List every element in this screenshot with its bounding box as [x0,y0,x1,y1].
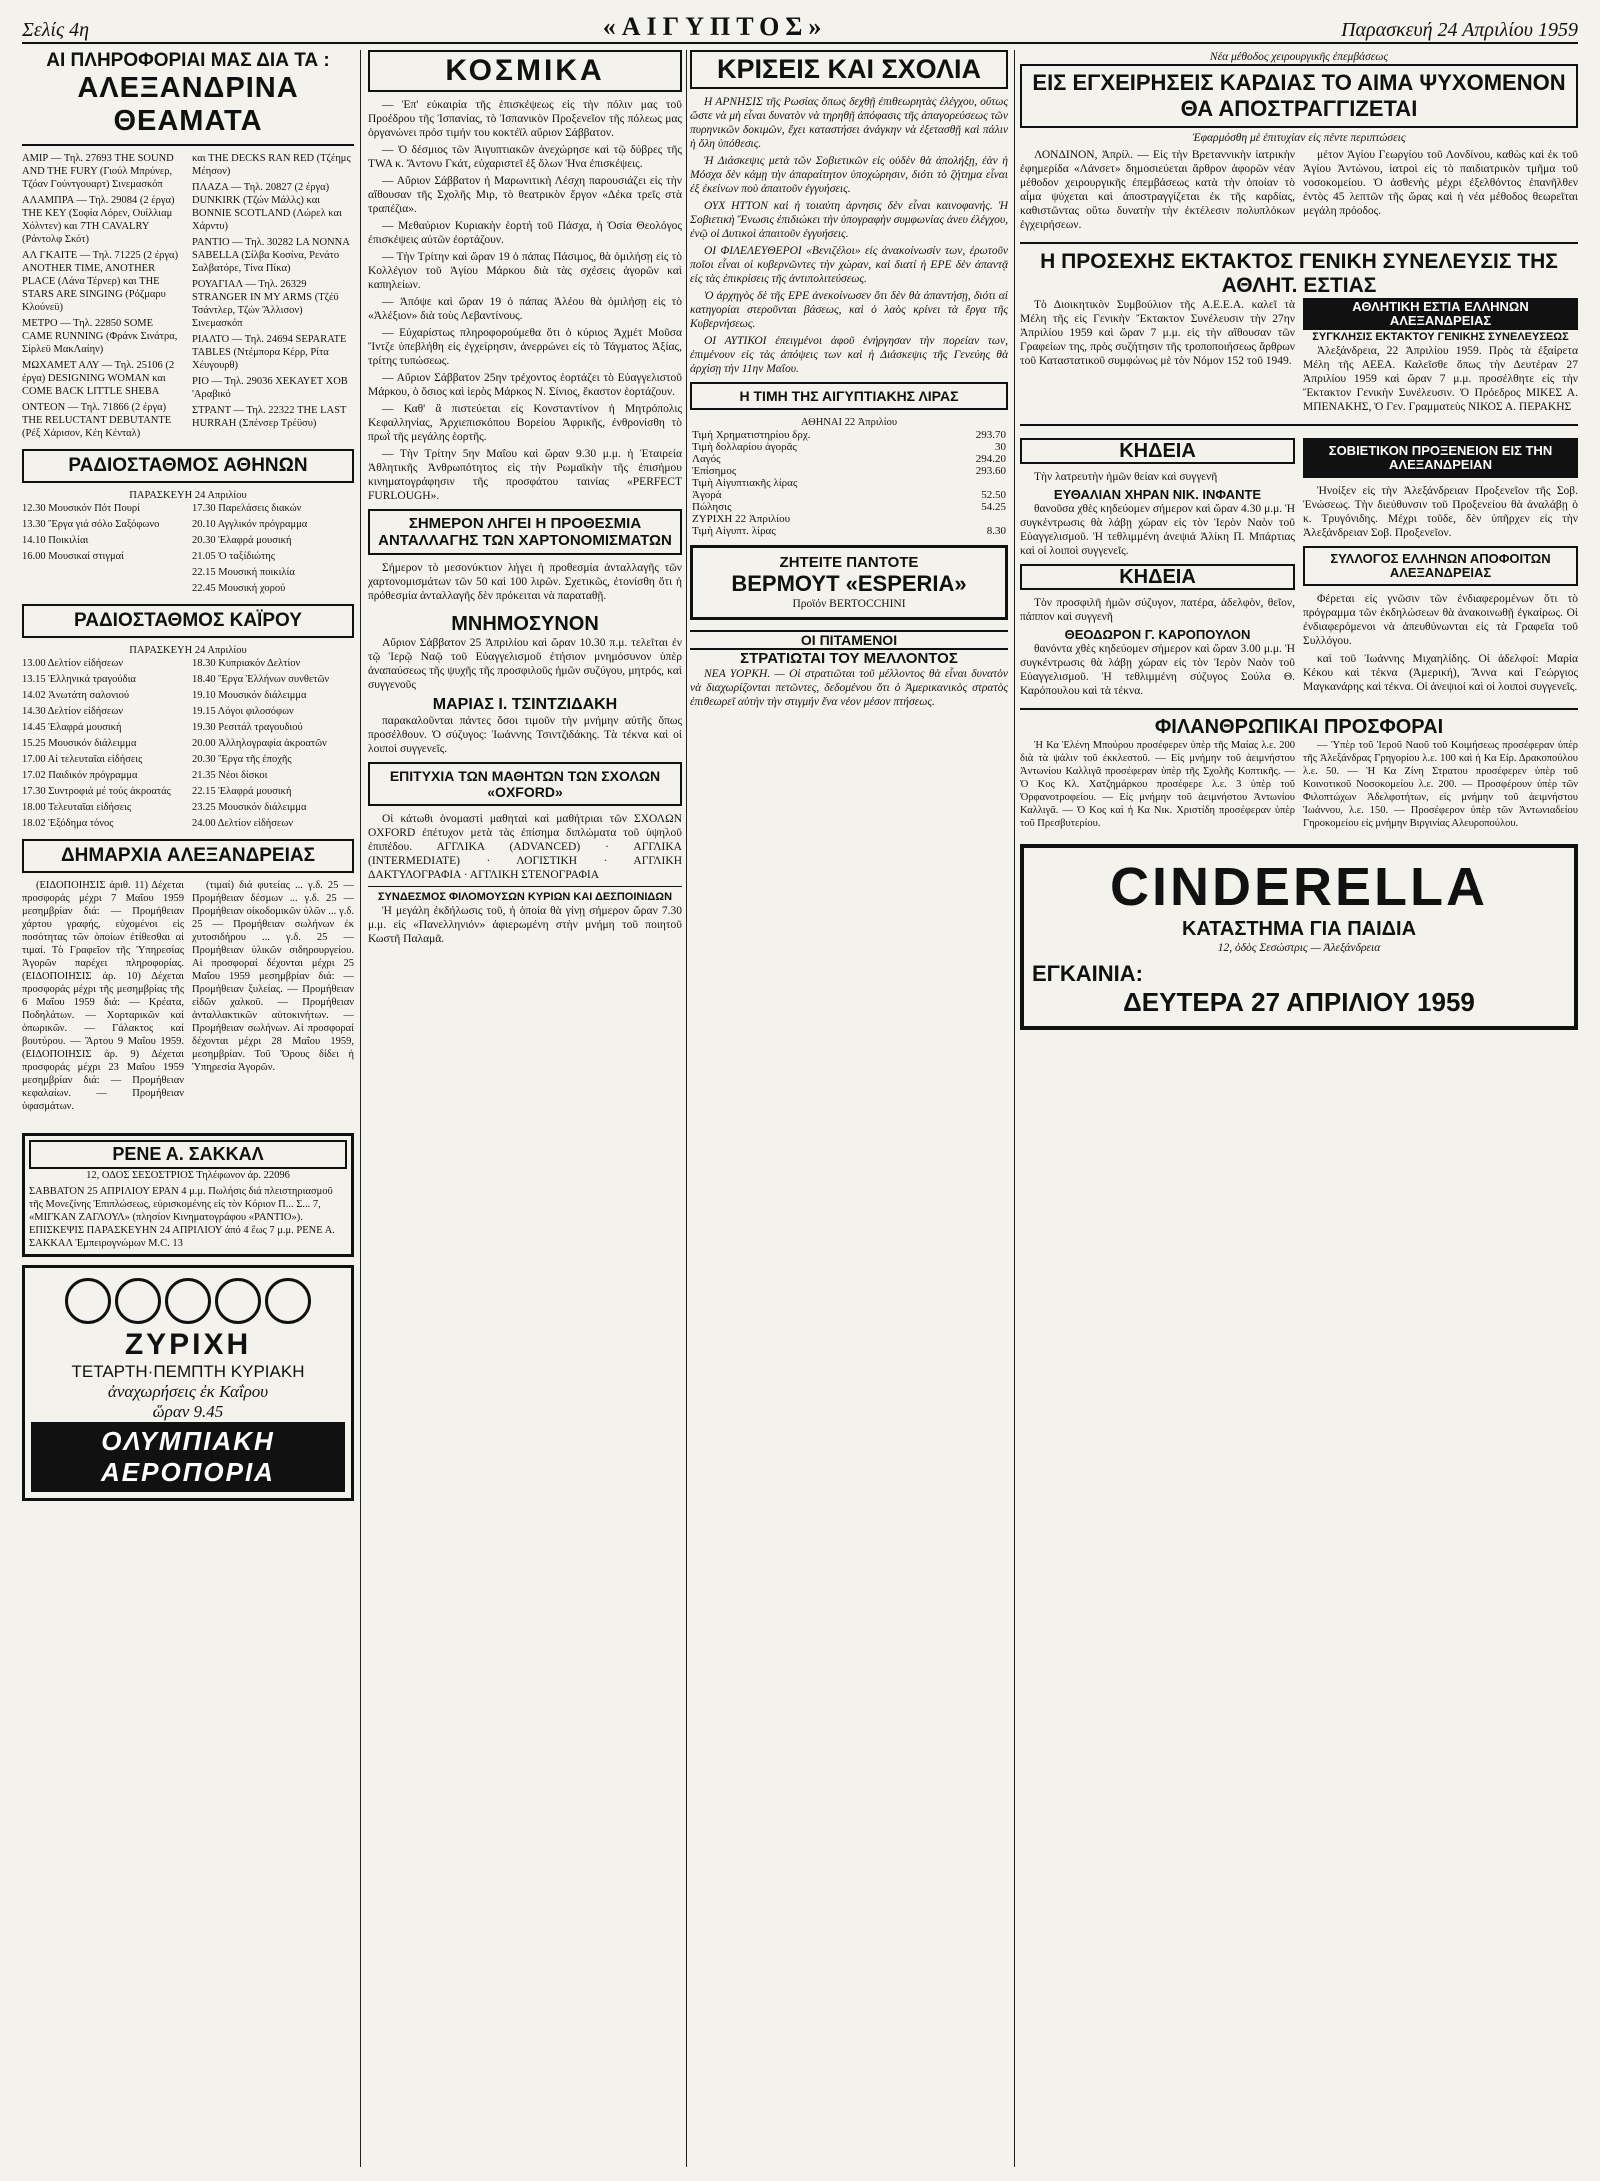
charity-right: — Ὑπὲρ τοῦ Ἱεροῦ Ναοῦ τοῦ Κοιμήσεως προσέφεραν ὑπὲρ τῆς Ἀλεξάνδρας Γρηγορίου λ.ε. 100 καὶ ἡ Κα Εἰρ. Δρακοπούλου λ.ε. 50. — Ἡ Κα Ζίνη Στρατου προσέφερεν ὑπὲρ τοῦ Κοινοτικοῦ Νοσοκομείου λ.ε. 200. — Προσφέρουν ὑπὲρ τῶν Φιλοπτώχων Ἀδελφοτήτων, εἰς μνήμην τοῦ ἀειμνήστου Ἰωάννου, λ.ε. 150. — Προσέφερον ὑπὲρ τῶν Ἀντωνιαδείου Γηροκομείου εἰς μνήμην Βιργινίας Αλευροπούλου. [1303,740,1578,829]
radio-program-item: 20.30 Ἔργα τῆς ἐποχῆς [192,754,292,765]
radio-cairo-date: ΠΑΡΑΣΚΕΥΗ 24 Απριλίου [129,645,247,656]
soldiers-heading: ΟΙ ΠΙΤΑΜΕΝΟΙ [690,630,1008,650]
cinema-listing: ΡΑΝΤΙΟ — Τηλ. 30282 LA NONNA SABELLA (Σίλβα Κοσίνα, Ρενάτο Σαλβατόρε, Τίνα Πίκα) [192,237,350,274]
surgery-subheading: Ἐφαρμόσθη μὲ ἐπιτυχίαν εἰς πέντε περιπτώσεις [1192,132,1406,144]
column-entertainment [22,50,354,2165]
social-item: — Ἐπ' εὐκαιρία τῆς ἐπισκέψεως εἰς τὴν πόλιν μας τοῦ Προέδρου τῆς Ἰσπανίας, τὸ Ἰσπανικὸν Προξενεῖον τῆς πόλεως μας ὀργανώνει πρόσ τιμήν του κοκτέϊλ αὔριον Σάββατον. [368,99,682,139]
rate-label: Ἐπίσημος [692,465,737,477]
social-item: — Τὴν Τρίτην 5ην Μαΐου καὶ ὥραν 9.30 μ.μ. ἡ Ἑταιρεία Ἀθλητικῆς Ἀνθρωπότητος εἰς τὴν Ρωμαϊκὴν τῆς ἐπισήμου κινηματογράφησιν τῆς προσφάτου ταινίας «PERFECT FURLOUGH». [368,448,682,502]
olympic-rings-icon [31,1278,345,1324]
radio-program-item: 20.10 Αγγλικόν πρόγραμμα [192,519,308,530]
charity-left: Ἡ Κα Ἑλένη Μπούρου προσέφερεν ὑπὲρ τῆς Μαίας λ.ε. 200 διὰ τὰ ψάλιν τοῦ ἐκκλεστοῦ. — Εἰς μνήμην τοῦ ἀειμνήστου Ἀντωνίου Καλλιγᾶ προσέφεραν ὑπὲρ τῆς Σχολῆς Κοπτικῆς. — Ὁ Κος Κλ. Χατζημάρκου προσέφερε λ.ε. 3 ὑπὲρ τοῦ Ὀρφανοτροφείου. — Εἰς μνήμην τοῦ ἀειμνήστου Ἀντωνίου Καλλιγᾶ. — Ὁ Κος καὶ ἡ Κα Νικ. Χριστίδη προσέφεραν ὑπὲρ τοῦ Πρεσβυτερίου. [1020,740,1295,829]
auction-body: ΣΑΒΒΑΤΟΝ 25 ΑΠΡΙΛΙΟΥ ΕΡΑΝ 4 μ.μ. Πωλήσις διά πλειστηριασμοῦ τῆς Μονεζίνης Ἐπιπλώσεως, εὑρισκομένης εἰς τὸν Κόριον Π... Σ... 7, «ΜΙΓΚΑΝ ΖΑΓΛΟΥΛ» (πλησίον Κινηματογράφου «ΡΑΝΤΙΟ»). ΕΠΙΣΚΕΨΙΣ ΠΑΡΑΣΚΕΥΗΝ 24 ΑΠΡΙΛΙΟΥ ἀπό 4 ἕως 7 μ.μ. ΡΕΝΕ Α. ΣΑΚΚΑΛ Ἐμπειρογνώμων Μ.C. 13 [29,1186,335,1249]
athletic-club-text: Ἀλεξάνδρεια, 22 Ἀπριλίου 1959. Πρὸς τὰ ἐξαίρετα Μέλη τῆς ΑΕΕΑ. Καλεῖσθε ὅπως τὴν Δευτέραν 27 Ἀπριλίου 1959 καὶ ὥραν 7 μ.μ. προσέλθητε εἰς τὴν Ἔκτακτον Γενικὴν Συνέλευσιν. Ὁ Πρόεδρος ΜΙΚΕΣ Α. ΜΠΕΝΑΚΗΣ, Ὁ Γεν. Γραμματεὺς ΝΙΚΟΣ Α. ΠΕΡΑΚΗΣ [1303,345,1578,413]
radio-program-item: 16.00 Μουσικαί στιγμαί [22,551,124,562]
surgery-text-left: ΛΟΝΔΙΝΟΝ, Ἀπρίλ. — Εἰς τὴν Βρεταννικὴν ἰατρικὴν ἐφημερίδα «Λάνσετ» δημοσιεύεται ἄρθρον ἀφορῶν νέαν μέθοδον χειρουργικῆς ἐπεμβάσεως κατὰ τὴν ὁποίαν τὸ αἷμα ψύχεται καὶ ἀποστραγγίζεται ἐκ τῆς καρδίας, καθιστῶντας οὕτω δυνατὴν τὴν ἐκτέλεσιν πολυπλόκων ἐγχειρήσεων. [1020,149,1295,231]
cinderella-date: ΔΕΥΤΕΡΑ 27 ΑΠΡΙΛΙΟΥ 1959 [1123,987,1475,1017]
newspaper-title: «ΑΙΓΥΠΤΟΣ» [602,12,828,41]
soviet-consulate-body: Ἠνοίξεν εἰς τὴν Ἀλεξάνδρειαν Προξενεῖον τῆς Σοβ. Ἑνώσεως. Τὴν διεύθυνσιν τοῦ Προξενείου θὰ ἀναλάβῃ ὁ κ. Τρυγόνιδης. Μέχρι τοῦδε, δὲν ὑπῆρχεν εἰς τὴν Ἀλεξάνδρειαν Σοβ. Προξενεῖον. [1303,485,1578,539]
charity-list [1020,739,1578,834]
rate-value: 30 [995,441,1006,453]
airline-ad [22,1265,354,1501]
radio-program-item: 23.25 Μουσικόν διάλειμμα [192,802,307,813]
municipality-notices [22,879,354,1117]
municipality-heading: ΔΗΜΑΡΧΙΑ ΑΛΕΞΑΝΔΡΕΙΑΣ [22,839,354,873]
philomuse-body: Ἡ μεγάλη ἐκδήλωσις τοῦ, ἡ ὁποία θὰ γίνῃ σήμερον ὥραν 7.30 μ.μ. εἰς «Πανελληνιόν» ἀφιερωμένη στὴν μνήμη τοῦ ποιητοῦ Κωστῆ Παλαμᾶ. [368,905,682,945]
oxford-body: Οἱ κάτωθι ὀνομαστὶ μαθηταὶ καὶ μαθήτριαι τῶν ΣΧΟΛΩΝ OXFORD ἐπέτυχον μετὰ τὰς ἐπίσημα διπλώματα τοῦ ὑψηλοῦ ἐπιπέδου. ΑΓΓΛΙΚΑ (ADVANCED) · ΑΓΓΛΙΚΑ (INTERMEDIATE) · ΛΟΓΙΣΤΙΚΗ · ΑΓΓΛΙΚΗ ΔΑΚΤΥΛΟΓΡΑΦΙΑ · ΑΓΓΛΙΚΗ ΣΤΕΝΟΓΡΑΦΙΑ [368,813,682,881]
surgery-kicker: Νέα μέθοδος χειρουργικῆς ἐπεμβάσεως [1209,51,1389,63]
rate-row [690,429,1008,441]
cinderella-subtitle: ΚΑΤΑΣΤΗΜΑ ΓΙΑ ΠΑΙΔΙΑ [1181,918,1417,940]
soldiers-body: ΝΕΑ ΥΟΡΚΗ. — Οἱ στρατιῶται τοῦ μέλλοντος θὰ εἶναι δυνατὸν νὰ διαχωρίζονται πετῶντες, δεδομένου ὅτι ὁ Ἀμερικανικὸς στρατὸς ἐπιθεωρεῖ αὐτὴν τὴν στιγμήν ἕνα νέον μέσον πτήσεως. [690,668,1008,708]
soviet-consulate-heading: ΣΟΒΙΕΤΙΚΟΝ ΠΡΟΞΕΝΕΙΟΝ ΕΙΣ ΤΗΝ ΑΛΕΞΑΝΔΡΕΙΑΝ [1303,438,1578,478]
radio-cairo-heading: ΡΑΔΙΟΣΤΑΘΜΟΣ ΚΑΪΡΟΥ [22,604,354,638]
commentary-paragraph: Η ΑΡΝΗΣΙΣ τῆς Ρωσίας ὅπως δεχθῇ ἐπιθεωρητὰς ἐλέγχου, οὕτως ὥστε νὰ μὴ εἶναι δυνατὸν νὰ τηρηθῇ ἀπόφασις τῆς ἀπαγορεύσεως τῶν πυρηνικῶν δοκιμῶν, ἔχει καταστήσει ἀνάγκην νὰ ἐξετασθῇ καὶ πάλιν ἡ ὅλη ὑπόθεσις. [690,96,1008,150]
soldiers-subheading: ΣΤΡΑΤΙΩΤΑΙ ΤΟΥ ΜΕΛΛΟΝΤΟΣ [740,650,958,667]
cinema-listing: ΟΝΤΕΟΝ — Τηλ. 71866 (2 έργα) THE RELUCTANT DEBUTANTE (Ρέξ Χάρισον, Κέη Κένταλ) [22,402,172,439]
oxford-heading: ΕΠΙΤΥΧΙΑ ΤΩΝ ΜΑΘΗΤΩΝ ΤΩΝ ΣΧΟΛΩΝ «OXFORD» [368,762,682,806]
rate-label: Τιμὴ Αἰγυπτ. λίρας [692,525,776,537]
assembly-headline: Η ΠΡΟΣΕΧΗΣ ΕΚΤΑΚΤΟΣ ΓΕΝΙΚΗ ΣΥΝΕΛΕΥΣΙΣ ΤΗΣ ΑΘΛΗΤ. ΕΣΤΙΑΣ [1040,250,1558,297]
airline-days: ΤΕΤΑΡΤΗ·ΠΕΜΠΤΗ ΚΥΡΙΑΚΗ [71,1362,305,1381]
memorial-heading: ΜΝΗΜΟΣΥΝΟΝ [451,613,599,635]
column-news [1020,50,1578,2165]
rate-value: 293.70 [975,429,1006,441]
commentary-paragraph: ΟΥΧ ΗΤΤΟΝ καὶ ἡ τοιαύτη ἀρνησις δὲν εἶναι καινοφανής. Ἡ Σοβιετικὴ Ἕνωσις ἐπιδιώκει τὴν ὑπογραφὴν συμφωνίας ἀνευ ἐλέγχου, ἐνῷ οἱ Δυτικοὶ ἀπαιτοῦν ἐγγυήσεις. [690,200,1008,240]
commentary-paragraph: Ἡ Διάσκεψις μετὰ τῶν Σοβιετικῶν εἰς οὐδὲν θὰ ἀπολήξῃ, ἐὰν ἡ Μόσχα δὲν κάμῃ τὴν ἀπαραίτητον ὑποχώρησιν, διότι τὸ ζήτημα εἶναι ἐξ ἐκείνων ποὺ ἀπαιτοῦν ἐγγυήσεις. [690,155,1008,195]
surgery-text-right: μέτον Ἁγίου Γεωργίου τοῦ Λονδίνου, καθὼς καὶ ἐκ τοῦ Ἁγίου Ἀντώνου, ἰατροὶ εἰς τὸ παιδιατρικὸν τμῆμα τοῦ νοσοκομείου. Ὁ ἀσθενὴς μέχρι ἐξελθόντος ἐπανῆλθεν ἐντὸς 45 λεπτῶν τῆς ὥρας καὶ ἡ νέα μέθοδος θεωρεῖται μεγάλη πρόοδος. [1303,149,1578,217]
radio-athens-date: ΠΑΡΑΣΚΕΥΗ 24 Απριλίου [129,490,247,501]
rate-value: 8.30 [986,525,1006,537]
rates-heading: Η ΤΙΜΗ ΤΗΣ ΑΙΓΥΠΤΙΑΚΗΣ ΛΙΡΑΣ [690,382,1008,410]
radio-program-item: 19.15 Λόγοι φιλοσόφων [192,706,294,717]
radio-program-item: 18.02 Ἐξόδημα τόνος [22,818,114,829]
auction-address: 12, ΟΔΟΣ ΣΕΣΟΣΤΡΙΟΣ Τηλέφωνον ἀρ. 22096 [86,1170,290,1181]
radio-program-item: 18.40 Ἔργα Ἑλλήνων συνθετῶν [192,674,330,685]
rate-value: 54.25 [981,501,1006,513]
radio-program-item: 24.00 Δελτίον εἰδήσεων [192,818,293,829]
radio-program-item: 17.02 Παιδικόν πρόγραμμα [22,770,138,781]
social-item: — Αὔριον Σάββατον ἡ Μαρωνιτικὴ Λέσχη παρουσιάζει εἰς τὴν αἴθουσαν τῆς Σχολῆς Μιρ, τὸ θεατρικὸν ἔργον «Δέκα τρεῖς στὰ τραπέζια». [368,175,682,215]
rate-value: 294.20 [975,453,1006,465]
surgery-headline: ΕΙΣ ΕΓΧΕΙΡΗΣΕΙΣ ΚΑΡΔΙΑΣ ΤΟ ΑΙΜΑ ΨΥΧΟΜΕΝΟΝ ΘΑ ΑΠΟΣΤΡΑΓΓΙΖΕΤΑΙ [1020,64,1578,128]
column-commentary [690,50,1008,2165]
social-item: — Αὔριον Σάββατον 25ην τρέχοντος ἑορτάζει τὸ Εὐαγγελιστοῦ Μάρκου, ὁ ὅσιος καὶ ἱερὸς Μάρκος Ν. Σίνιος, ἕκαστον ἑορτάζουν. [368,372,682,398]
social-item: — Εὐχαρίστως πληροφορούμεθα ὅτι ὁ κύριος Ἀχμέτ Μοῦσα Ἴντζε ὑπεβλήθη εἰς ἐγχείρησιν, ἀνερρώνει εἰς τὸ Τάγματος Ἀξίας, τρίτης τυπώσεως. [368,327,682,367]
rate-row [690,465,1008,477]
memorial-name: ΜΑΡΙΑΣ Ι. ΤΣΙΝΤΖΙΔΑΚΗ [432,696,618,713]
rate-row [690,525,1008,537]
radio-program-item: 22.15 Ἐλαφρά μουσική [192,786,292,797]
radio-program-item: 15.25 Μουσικόν διάλειμμα [22,738,137,749]
column-rule [1014,50,1015,2167]
funeral-heading: ΚΗΔΕΙΑ [1020,438,1295,464]
assembly-text: Τὸ Διοικητικὸν Συμβούλιον τῆς Α.Ε.Ε.Α. καλεῖ τὰ Μέλη τῆς εἰς Γενικὴν Ἔκτακτον Συνέλευσιν τὴν 27ην Ἀπριλίου 1959 καὶ ὥραν 7 μ.μ. εἰς τὴν αἴθουσαν τῶν Γραφείων της, πρὸς συζήτησιν τῆς τροποποιήσεως ἄρθρων τοῦ Καταστατικοῦ συμφώνως μὲ τὸν Νόμον 152 τοῦ 1949. [1020,299,1295,367]
radio-program-item: 14.10 Ποικιλίαι [22,535,89,546]
auction-title: ΡΕΝΕ Α. ΣΑΚΚΑΛ [29,1140,347,1169]
vermouth-brand: ΒΕΡΜΟΥΤ «ESPERIA» [731,571,967,596]
auction-ad [22,1133,354,1257]
funeral-intro-2: Τὸν προσφιλῆ ἡμῶν σύζυγον, πατέρα, ἀδελφὸν, θεῖον, πάππον καὶ συγγενῆ [1020,597,1295,623]
surgery-article [1020,148,1578,236]
cinema-listing: ΡΟΥΑΓΙΑΛ — Τηλ. 26329 STRANGER IN MY ARMS (Τζέϋ Τσάντλερ, Τζών Ἄλλισον) Σινεμασκόπ [192,279,339,329]
philomuse-heading: ΣΥΝΔΕΣΜΟΣ ΦΙΛΟΜΟΥΣΩΝ ΚΥΡΙΩΝ ΚΑΙ ΔΕΣΠΟΙΝΙΔΩΝ [377,891,673,903]
funeral-name-2: ΘΕΟΔΩΡΟΝ Γ. ΚΑΡΟΠΟΥΛΟΝ [1064,627,1251,642]
athletic-club-subheading: ΣΥΓΚΛΗΣΙΣ ΕΚΤΑΚΤΟΥ ΓΕΝΙΚΗΣ ΣΥΝΕΛΕΥΣΕΩΣ [1312,331,1569,343]
cinema-listing: ΑΛ ΓΚΑΙΤΕ — Τηλ. 71225 (2 έργα) ANOTHER TIME, ANOTHER PLACE (Λάνα Τέρνερ) και THE STARS ARE SINGING (Ρόζμαρυ Κλούνεϋ) [22,250,179,313]
commentary-heading: ΚΡΙΣΕΙΣ ΚΑΙ ΣΧΟΛΙΑ [690,50,1008,89]
radio-program-item: 13.30 Ἔργα γιά σόλο Σαξόφωνο [22,519,160,530]
rates-subheading: ΑΘΗΝΑΙ 22 Ἀπριλίου [800,417,898,428]
cinderella-name: CINDERELLA [1110,857,1488,917]
memorial-signatures: παρακαλοῦνται πάντες ὅσοι τιμοῦν τὴν μνήμην αὐτῆς ὅπως προσέλθουν. Ὁ σύζυγος: Ἰωάννης Τσιντζιδάκης. Τὰ τέκνα καὶ οἱ λοιποὶ συγγενεῖς. [368,715,682,755]
municipality-left: (ΕΙΔΟΠΟΙΗΣΙΣ ἀριθ. 11) Δέχεται προσφοράς μέχρι 7 Μαΐου 1959 μεσημβρίαν διά: — Προμήθειαν χάρτου γραφής, εὐχομένοι εἰς ποσότητας τῶν ὁποίων ἐτίθεσθαι αἱ τιμαί. Τὸ Γραφεῖον τῆς Ὑπηρεσίας Ἀγορῶν παρέχει πληροφορίας. (ΕΙΔΟΠΟΙΗΣΙΣ ἀρ. 10) Δέχεται προσφοράς μέχρι τῆς μεσημβρίας τῆς 6 Μαΐου 1959 διά: — Κρέατα, Ποδηλάτων. — Χορταρικῶν καί ὀπωρικῶν. — Γάλακτος καί βουτύρου. — Ἄρτου 9 Μαΐου 1959. (ΕΙΔΟΠΟΙΗΣΙΣ ἀρ. 9) Δέχεται προσφοράς μέχρι 23 Μαΐου 1959 μεσημβρίαν διά: — Προμήθειαν κεφαλαίων. — Προμήθειαν ὑφασμάτων. [22,880,184,1112]
radio-program-item: 18.30 Κυπριακόν Δελτίον [192,658,301,669]
airline-name: ΟΛΥΜΠΙΑΚΗ ΑΕΡΟΠΟΡΙΑ [31,1422,345,1492]
radio-program-item: 13.15 Ἑλληνικά τραγούδια [22,674,136,685]
page-number: Σελίς 4η [22,19,90,41]
funeral-heading-2: ΚΗΔΕΙΑ [1020,564,1295,590]
radio-athens-schedule [22,502,354,598]
funeral-name: ΕΥΘΑΛΙΑΝ ΧΗΡΑΝ ΝΙΚ. ΙΝΦΑΝΤΕ [1053,487,1262,502]
rate-value [939,477,1009,489]
rate-value: 52.50 [981,489,1006,501]
radio-program-item: 14.30 Δελτίον εἰδήσεων [22,706,123,717]
radio-program-item: 22.45 Μουσική χορού [192,583,286,594]
rate-label: Λαγός [692,453,721,465]
rate-label: Τιμὴ δολλαρίου ἀγορᾶς [692,441,797,453]
athletic-club-heading: ΑΘΛΗΤΙΚΗ ΕΣΤΙΑ ΕΛΛΗΝΩΝ ΑΛΕΞΑΝΔΡΕΙΑΣ [1303,298,1578,330]
cinema-listing: ΡΙΑΛΤΟ — Τηλ. 24694 SEPARATE TABLES (Ντέμπορα Κέρρ, Ρίτα Χέυγουρθ) [192,334,347,371]
cinema-listing: ΜΩΧΑΜΕΤ ΑΛΥ — Τηλ. 25106 (2 έργα) DESIGNING WOMAN και COME BACK LITTLE SHEBA [22,360,175,397]
radio-program-item: 19.30 Ρεσιτάλ τραγουδιού [192,722,303,733]
vermouth-tagline: ΖΗΤΕΙΤΕ ΠΑΝΤΟΤΕ [779,554,919,571]
rate-label: Ἀγορά [692,489,722,501]
airline-destination: ΖΥΡΙΧΗ [124,1328,252,1361]
social-item: — Ἀπόψε καὶ ὥραν 19 ὁ πάπας Ἀλέου θὰ ὁμιλήσῃ εἰς τὸ «Ἀλέξιον» διὰ τοὺς Λεβαντίνους. [368,296,682,322]
rate-label: ΖΥΡΙΧΗ 22 Ἀπριλίου [692,513,791,525]
funeral-body: θανοῦσα χθὲς κηδεύομεν σήμερον καὶ ὥραν 4.30 μ.μ. Ἡ συγκέντρωσις θὰ λάβῃ χώραν εἰς τὸν Ἱερὸν Ναὸν τοῦ Εὐαγγελισμοῦ. Ἡ τεθλιμμένη ἀνεψιά Ἀλίκη Π. Μπάρτιας καὶ οἱ λοιποὶ συγγενεῖς. [1020,503,1295,557]
charity-heading: ΦΙΛΑΝΘΡΩΠΙΚΑΙ ΠΡΟΣΦΟΡΑΙ [1154,716,1444,738]
cinema-listing: ΠΛΑΖΑ — Τηλ. 20827 (2 έργα) DUNKIRK (Τζών Μάλλς) και BONNIE SCOTLAND (Λώρελ και Χάρντυ) [192,182,342,232]
theatres-heading: ΑΛΕΞΑΝΔΡΙΝΑ ΘΕΑΜΑΤΑ [77,72,299,137]
assembly-article [1020,298,1578,418]
airline-departures: ἀναχωρήσεις ἐκ Καΐρου [107,1382,269,1401]
alumni-heading: ΣΥΛΛΟΓΟΣ ΕΛΛΗΝΩΝ ΑΠΟΦΟΙΤΩΝ ΑΛΕΞΑΝΔΡΕΙΑΣ [1303,546,1578,586]
social-items [368,98,682,503]
cinema-listing: ΜΕΤΡΟ — Τηλ. 22850 SOME CAME RUNNING (Φράνκ Σινάτρα, Σίρλεϋ ΜακΛαίην) [22,318,178,355]
rate-label: Τιμὴ Αἰγυπτιακῆς λίρας [692,477,798,489]
social-item: — Καθ' ἃ πιστεύεται εἰς Κονσταντίνον ἡ Μητρόπολις Κεφαλληνίας, Ἀρχιεπισκόπου Βορείου Ἀφρικῆς, ἐνθρονίσθη τὸ πρωῒ τῆς μεγάλης ἑορτῆς. [368,403,682,443]
airline-time: ὥραν 9.45 [152,1402,224,1421]
masthead [22,8,1578,44]
column-rule [360,50,361,2167]
rate-label: Τιμὴ Χρηματιστηρίου δρχ. [692,429,811,441]
radio-program-item: 14.45 Ἐλαφρά μουσική [22,722,122,733]
currency-box-body: Σήμερον τὸ μεσονύκτιον λήγει ἡ προθεσμία ἀνταλλαγῆς τῶν χαρτονομισμάτων τῶν 50 καὶ 100 λιρῶν. Σχετικῶς, ἐτονίσθη ὅτι ἡ πρόθεσμία ἀνταλλαγῆς δὲν πρόκειται νὰ παραταθῇ. [368,562,682,602]
issue-date: Παρασκευή 24 Απριλίου 1959 [1341,19,1578,41]
rate-row [690,477,1008,489]
rate-row [690,441,1008,453]
vermouth-maker: Προϊόν BERTOCCHINI [792,598,906,610]
radio-cairo-schedule [22,657,354,833]
rates-table [690,429,1008,537]
vermouth-ad [690,545,1008,620]
memorial-body: Αὔριον Σάββατον 25 Ἀπριλίου καὶ ὥραν 10.30 π.μ. τελεῖται ἐν τῷ Ἱερῷ Ναῷ τοῦ Εὐαγγελισμοῦ ἐτήσιον μνημόσυνον ὑπὲρ ἀναπαύσεως τῆς ψυχῆς τῆς προσφιλοῦς ἡμῶν συζύγου, μητρός, καὶ συγγενοῦς [368,637,682,691]
funeral-body-2: θανόντα χθὲς κηδεύομεν σήμερον καὶ ὥραν 3.00 μ.μ. Ἡ συγκέντρωσις θὰ λάβῃ χώραν εἰς τὸν Ἱερὸν Ναὸν τοῦ Εὐαγγελισμοῦ. Ἡ τεθλιμμένη σύζυγος Σούλα Θ. Καρόπουλου καὶ τὰ τέκνα. [1020,643,1295,697]
rate-label: Πώλησις [692,501,732,513]
cinderella-address: 12, ὁδὸς Σεσώστρις — Ἀλεξάνδρεια [1217,942,1381,954]
radio-program-item: 14.02 Ἀνωτάτη σαλονιού [22,690,130,701]
rate-row [690,489,1008,501]
radio-program-item: 20.00 Ἀλληλογραφία ἀκροατῶν [192,738,327,749]
cinema-listings [22,152,354,443]
currency-box-heading: ΣΗΜΕΡΟΝ ΛΗΓΕΙ Η ΠΡΟΘΕΣΜΙΑ ΑΝΤΑΛΛΑΓΗΣ ΤΩΝ ΧΑΡΤΟΝΟΜΙΣΜΑΤΩΝ [368,509,682,555]
rate-row [690,513,1008,525]
alumni-body: Φέρεται εἰς γνῶσιν τῶν ἐνδιαφερομένων ὅτι τὸ πρόγραμμα τῶν ἐκδηλώσεων θὰ ἀνακοινωθῇ ἐγκαίρως. Οἱ ἐνδιαφερόμενοι νὰ ἀπευθύνωνται εἰς τὰ Γραφεῖα τοῦ Συλλόγου. [1303,593,1578,647]
cinderella-opening: ΕΓΚΑΙΝΙΑ: [1032,961,1143,986]
cinema-listing: ΣΤΡΑΝΤ — Τηλ. 22322 THE LAST HURRAH (Σπένσερ Τρέϋσυ) [192,405,347,429]
social-item: — Μεθαύριον Κυριακὴν ἑορτή τοῦ Πάσχα, ἡ Ὁσία Θεολόγος ἐπισκέψεις αὐτῶν ἐορτάζουν. [368,220,682,246]
radio-program-item: 17.30 Παρελάσεις διακών [192,503,302,514]
rate-value [939,513,1009,525]
commentary-paragraph: Ὁ ἀρχηγὸς δὲ τῆς ΕΡΕ ἀνεκοίνωσεν ὅτι δὲν θὰ ἀπαντήσῃ, διότι αἱ κατηγορίαι στεροῦνται βάσεως, καὶ ὁ λαὸς κρίνει τὰ ἔργα τῆς Κυβερνήσεως. [690,290,1008,330]
radio-program-item: 12.30 Μουσικόν Πότ Πουρί [22,503,140,514]
cinderella-ad [1020,844,1578,1030]
social-item: — Τὴν Τρίτην καὶ ὥραν 19 ὁ πάπας Πάσιμος, θὰ ὁμιλήσῃ εἰς τὸ Κολλέγιον τοῦ Ἁγίου Μάρκου διὰ τὰς σχέσεις ἀγορῶν καὶ καπηλείων. [368,251,682,291]
radio-program-item: 22.15 Μουσική ποικιλία [192,567,295,578]
radio-program-item: 20.30 Ἐλαφρά μουσική [192,535,292,546]
radio-program-item: 17.00 Αἱ τελευταῖαι εἰδήσεις [22,754,143,765]
cinema-listing: και THE DECKS RAN RED (Τζέημς Μέησον) [192,153,351,177]
radio-athens-heading: ΡΑΔΙΟΣΤΑΘΜΟΣ ΑΘΗΝΩΝ [22,449,354,483]
social-heading: ΚΟΣΜΙΚΑ [368,50,682,92]
rate-row [690,453,1008,465]
commentary-paragraphs [690,95,1008,376]
info-heading: ΑΙ ΠΛΗΡΟΦΟΡΙΑΙ ΜΑΣ ΔΙΑ ΤΑ : [46,50,330,71]
radio-program-item: 13.00 Δελτίον εἰδήσεων [22,658,123,669]
cinema-listing: ΑΛΑΜΠΡΑ — Τηλ. 29084 (2 έργα) THE KEY (Σοφία Λόρεν, Ουίλλιαμ Χόλντεν) και 7TH CAVALRY (Ράντολφ Σκότ) [22,195,175,245]
radio-program-item: 21.35 Νέοι δίσκοι [192,770,268,781]
municipality-right: (τιμαί) διά φυτείας ... γ.δ. 25 — Προμήθειαν δέσμων ... γ.δ. 25 — Προμήθειαν οἰκοδομικῶν ὑλῶν ... γ.δ. 25 — Προμήθειαν σωλήνων ἐκ χυτοσιδήρου ... γ.δ. 25 — Προμήθειαν ὑλικῶν σιδηρουργείου. Αἱ προσφοραί δέχονται μέχρι 25 Μαΐου 1959 μεσημβρίαν διά: — Προμήθειαν ξυλείας. — Προμήθειαν εἰδῶν χαλκοῦ. — Προμήθειαν ἀνταλλακτικῶν αὐτοκινήτων. — Προμήθειαν σωλήνων. Αἱ προσφοραί δέχονται μέχρι 28 Μαΐου 1959, μεσημβρίαν. Τοῦ Ὅρους δίδει ἡ Ὑπηρεσία Ἀγορῶν. [192,880,354,1073]
column-social [368,50,682,2165]
radio-program-item: 18.00 Τελευταῖαι εἰδήσεις [22,802,132,813]
cinema-listing: ΡΙΟ — Τηλ. 29036 ΧΕΚΑΥΕΤ ΧΟΒ 'Αραβικό [192,376,348,400]
radio-program-item: 17.30 Συντροφιά μέ τούς ἀκροατάς [22,786,171,797]
radio-program-item: 19.10 Μουσικόν διάλειμμα [192,690,307,701]
commentary-paragraph: ΟΙ ΑΥΤΙΚΟΙ ἐπειγμένοι ἀφοῦ ἐνήργησαν τὴν πορείαν των, ἐπιμένουν εἰς τὰς ἀπόψεις των καὶ ἡ Διάσκεψις τῆς Γενεύης θὰ ἀρχίσῃ τὴν 11ην Μαΐου. [690,335,1008,375]
column-rule [686,50,687,2167]
funeral-relatives: καὶ τοῦ Ἰωάννης Μιχαηλίδης. Οἱ ἀδελφοί: Μαρία Κέκου καὶ τέκνα (Ἀμερική), Ἄννα καὶ Γεώργιος Μαγκανάρης καὶ τέκνα. Οἱ ἀνεψιοί καὶ οἱ λοιποὶ συγγενεῖς. [1303,653,1578,693]
commentary-paragraph: ΟΙ ΦΙΛΕΛΕΥΘΕΡΟΙ «Βενιζέλοι» εἰς ἀνακοίνωσίν των, ἐρωτοῦν ποῖοι εἶναι οἱ κυβερνῶντες τὴν χώραν, καὶ διατί ἡ ΕΡΕ δὲν ἀπαντᾷ εἰς τὰς ἐπικρίσεις τῆς ἀντιπολιτεύσεως. [690,245,1008,285]
cinema-listing: ΑΜΙΡ — Τηλ. 27693 THE SOUND AND THE FURY (Γιούλ Μπρύνερ, Τζόαν Γούντγουαρτ) Σινεμασκόπ [22,153,174,190]
rate-row [690,501,1008,513]
radio-program-item: 21.05 Ὁ ταξίδιώτης [192,551,275,562]
social-item: — Ὁ δέσμιος τῶν Ἀιγυπτιακῶν ἀνεχώρησε καὶ τῷ δύβρες τῆς TWA κ. Ἄντονυ Γκάτ, εὐχαριστεῖ ἐξ ὅλων Ἡνα ἐπισκέψεις. [368,144,682,170]
rate-value: 293.60 [975,465,1006,477]
funeral-intro: Τὴν λατρευτὴν ἡμῶν θείαν καὶ συγγενῆ [1034,471,1218,483]
